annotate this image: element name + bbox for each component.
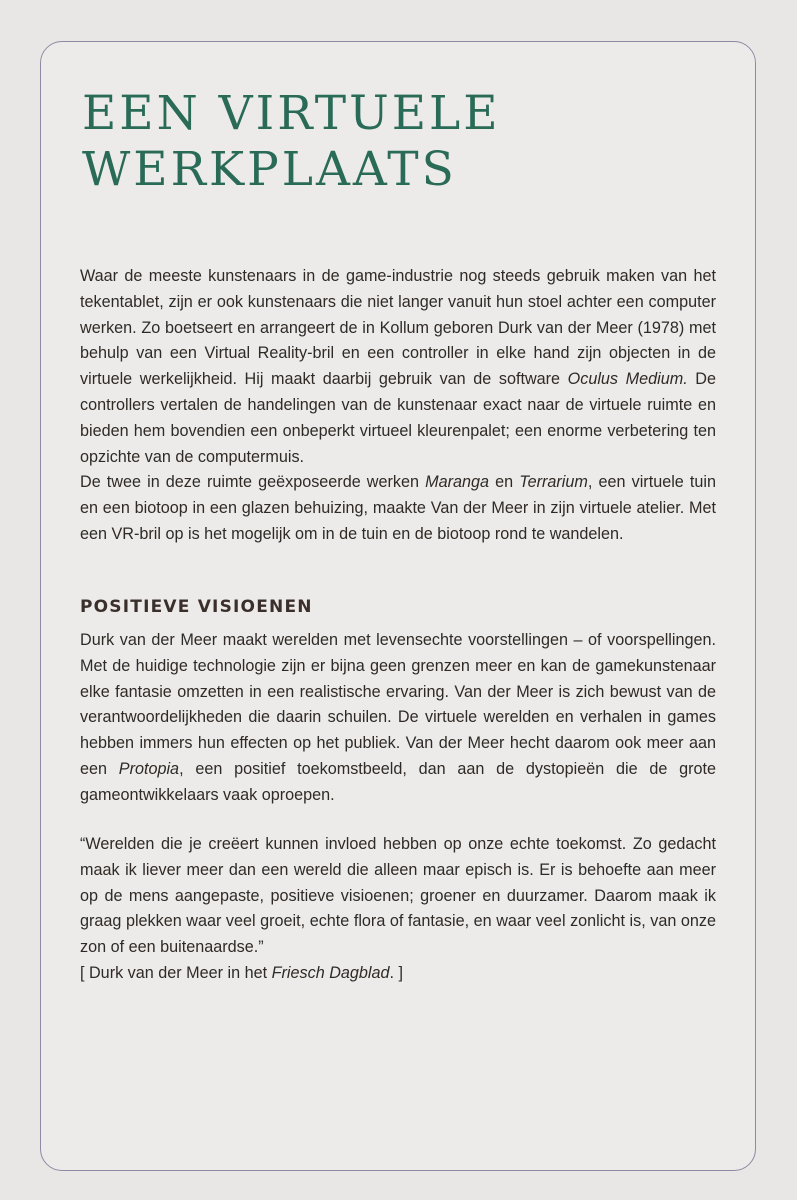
- section-heading: POSITIEVE VISIOENEN: [80, 597, 313, 617]
- section-paragraph: [80, 628, 716, 809]
- intro-p2-text-mid: en: [488, 473, 520, 492]
- quote-source-b: . ]: [389, 963, 404, 982]
- intro-p2-text-a: De twee in deze ruimte geëxposeerde werken: [80, 473, 426, 492]
- intro-p1-text-b: De controllers vertalen de handelingen van de kunstenaar exact naar de virtuele ruimte en bieden hem bovendien een onbeperkt virtueel kleurenpalet; een enorme verbetering ten opzichte van de computermuis.: [80, 370, 716, 466]
- quote-source: [80, 961, 716, 987]
- publication-name: Friesch Dagblad: [271, 963, 390, 982]
- section-text: [80, 628, 716, 809]
- section-text-a: Durk van der Meer maakt werelden met levensechte voorstellingen – of voorspellingen. Met de huidige technologie zijn er bijna geen grenzen meer en kan de gamekunstenaar elke fantasie omzetten in een realistische ervaring. Van der Meer is zich bewust van de verantwoordelijkheden die daarin schuilen. De virtuele werelden en verhalen in games hebben immers hun effecten op het publiek. Van der Meer hecht daarom ook meer aan een: [80, 631, 716, 778]
- work-title-terrarium: Terrarium: [519, 473, 588, 492]
- work-title-maranga: Maranga: [425, 473, 489, 492]
- protopia-term: Protopia: [118, 759, 180, 778]
- title-line-2: WERKPLAATS: [82, 142, 457, 197]
- intro-p2-text-b: , een virtuele tuin en een biotoop in een glazen behuizing, maakte Van der Meer in zijn virtuele atelier. Met een VR-bril op is het mogelijk om in de tuin en de biotoop rond te wandelen.: [80, 473, 716, 543]
- quote-block: [80, 832, 716, 987]
- software-name: Oculus Medium.: [567, 370, 688, 389]
- quote-text: “Werelden die je creëert kunnen invloed hebben op onze echte toekomst. Zo gedacht maak ik liever meer dan een wereld die alleen maar episch is. Er is behoefte aan meer op de mens aangepaste, positieve visioenen; groener en duurzamer. Daarom maak ik graag plekken waar veel groeit, echte flora of fantasie, en waar veel zonlicht is, van onze zon of een buitenaardse.”: [80, 835, 716, 957]
- intro-text: [80, 264, 716, 548]
- intro-p1-text-a: Waar de meeste kunstenaars in de game-industrie nog steeds gebruik maken van het tekentablet, zijn er ook kunstenaars die niet langer vanuit hun stoel achter een computer werken. Zo boetseert en arrangeert de in Kollum geboren Durk van der Meer (1978) met behulp van een Virtual Reality-bril en een controller in elke hand zijn objecten in de virtuele werkelijkheid. Hij maakt daarbij gebruik van de software: [80, 267, 716, 389]
- page-title: [82, 86, 501, 198]
- title-line-1: EEN VIRTUELE: [82, 86, 501, 141]
- section-text-b: , een positief toekomstbeeld, dan aan de dystopieën die de grote gameontwikkelaars vaak oproepen.: [80, 759, 716, 804]
- quote-source-a: [ Durk van der Meer in het: [80, 963, 272, 982]
- intro-paragraph-1: [80, 264, 716, 470]
- intro-paragraph-2: [80, 470, 716, 547]
